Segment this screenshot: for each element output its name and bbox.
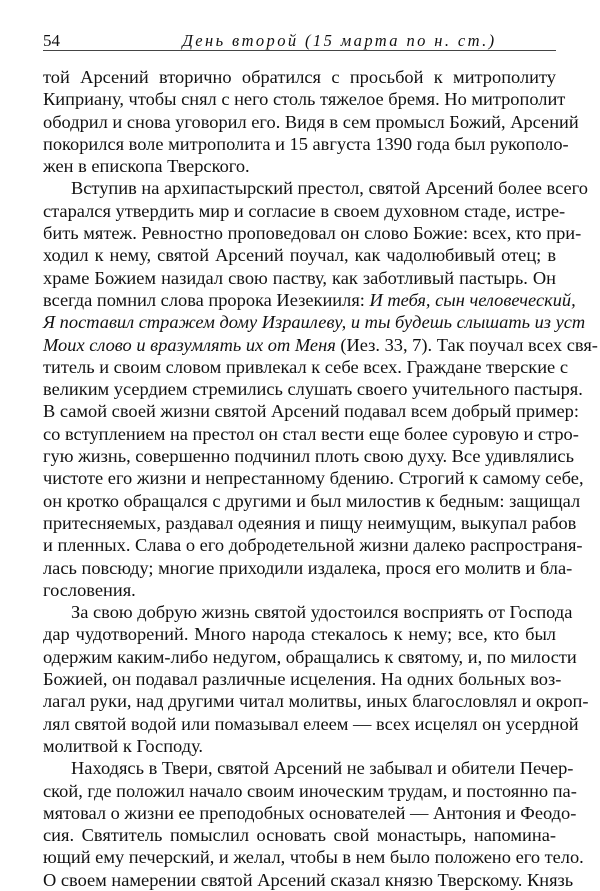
text-run: За свою добрую жизнь святой удостоился восприять от Господа <box>71 602 573 623</box>
text-line <box>43 177 588 199</box>
text-run: лась повсюду; многие приходили издалека, прося его молитв и бла- <box>43 557 573 578</box>
text-run: ющий ему печерский, и желал, чтобы в нем было положено его тело. <box>43 847 584 868</box>
text-run: Находясь в Твери, святой Арсений не забывал и обители Печер- <box>71 758 574 779</box>
text-line <box>43 445 574 467</box>
text-line <box>43 557 573 579</box>
text-run: покорился воле митрополита и 15 августа 1390 года был рукополо- <box>43 133 569 154</box>
text-line <box>43 467 584 489</box>
text-line <box>43 200 566 222</box>
text-run: гословения. <box>43 579 136 600</box>
text-line <box>43 757 574 779</box>
text-line <box>43 311 586 333</box>
text-run: мятовал о жизни ее преподобных основателей — Антония и Феодо- <box>43 802 577 823</box>
text-run: со вступлением на престол он стал вести еще более суровую и стро- <box>43 423 579 444</box>
text-run: храме Божием назидал свою паству, как заботливый пастырь. Он <box>43 267 556 288</box>
text-line <box>43 66 556 88</box>
text-line <box>43 869 574 891</box>
text-run: ской, где положил начало своим иноческим трудам, и постоянно па- <box>43 780 577 801</box>
text-line <box>43 356 568 378</box>
text-run: Вступив на архипастырский престол, святой Арсений более всего <box>71 178 588 199</box>
text-line <box>43 222 582 244</box>
text-line <box>43 690 589 712</box>
text-run: (Иез. 33, 7). Так поучал всех свя- <box>335 334 598 355</box>
body-text <box>43 66 598 891</box>
text-line <box>43 423 579 445</box>
text-line <box>43 155 556 177</box>
text-run: титель и своим словом привлекал к себе всех. Граждане тверские с <box>43 356 568 377</box>
text-run: Божией, он подавал различные исцеления. На одних больных воз- <box>43 669 562 690</box>
paragraph <box>43 757 584 891</box>
scripture-quote: И тебя, сын человеческий, <box>369 289 576 310</box>
text-line <box>43 490 581 512</box>
paragraph <box>43 177 598 601</box>
text-run: В самой своей жизни святой Арсений подавал всем добрый пример: <box>43 401 579 422</box>
text-run: всегда помнил слова пророка Иезекииля: <box>43 289 370 310</box>
text-run: лял святой водой или помазывал елеем — всех исцелял он усердной <box>43 713 579 734</box>
paragraph <box>43 66 579 177</box>
text-line <box>43 802 577 824</box>
text-run: старался утвердить мир и согласие в своем духовном стаде, истре- <box>43 200 566 221</box>
text-line <box>43 334 598 356</box>
text-line <box>43 713 579 735</box>
running-head-title: День второй (15 марта по н. ст.) <box>182 31 497 50</box>
text-run: молитвой к Господу. <box>43 735 204 756</box>
text-run: и пленных. Слава о его добродетельной жизни далеко распространя- <box>43 535 583 556</box>
text-line <box>43 623 556 645</box>
text-run: он кротко обращался с другими и был милостив к бедным: защищал <box>43 490 581 511</box>
scripture-quote: Моих слово и вразумлять их от Меня <box>43 334 336 355</box>
text-run: лагал руки, над другими читал молитвы, иных благословлял и окроп- <box>43 691 589 712</box>
text-line <box>43 579 556 601</box>
text-run: той Арсений вторично обратился с просьбой к митрополиту <box>43 67 556 87</box>
text-run: гую жизнь, совершенно подчинил плоть свою духу. Все удивлялись <box>43 446 574 467</box>
text-line <box>43 735 556 757</box>
text-line <box>43 88 566 110</box>
text-run: сия. Святитель помыслил основать свой монастырь, напомина- <box>43 825 556 846</box>
paragraph <box>43 601 589 757</box>
text-line <box>43 378 583 400</box>
scripture-quote: Я поставил стражем дому Израилеву, и ты будешь слышать из уст <box>43 312 586 333</box>
text-line <box>43 646 577 668</box>
text-run: дар чудотворений. Много народа стекалось к нему; все, кто был <box>43 624 556 645</box>
text-line <box>43 244 556 266</box>
text-line <box>43 289 576 311</box>
text-line <box>43 846 584 868</box>
text-line <box>43 133 569 155</box>
text-line <box>43 780 577 802</box>
text-run: ободрил и снова уговорил его. Видя в сем промысл Божий, Арсений <box>43 111 579 132</box>
text-line <box>43 668 562 690</box>
text-line <box>43 824 556 846</box>
text-run: чистоте его жизни и непрестанному бдению. Строгий к самому себе, <box>43 468 584 489</box>
text-line <box>43 601 573 623</box>
text-run: притесняемых, раздавал одеяния и пищу неимущим, выкупал рабов <box>43 512 577 533</box>
text-run: одержим каким-либо недугом, обращались к святому, и, по милости <box>43 646 577 667</box>
text-run: великим усердием стремились слушать своего учительного пастыря. <box>43 379 583 400</box>
text-run: Киприану, чтобы снял с него столь тяжелое бремя. Но митрополит <box>43 89 566 110</box>
text-run: О своем намерении святой Арсений сказал князю Тверскому. Князь <box>43 869 574 890</box>
text-line <box>43 111 579 133</box>
text-line <box>43 512 577 534</box>
running-head <box>43 30 556 51</box>
text-run: ходил к нему, святой Арсений поучал, как чадолюбивый отец; в <box>43 245 556 266</box>
text-run: жен в епископа Тверского. <box>43 156 250 177</box>
text-run: бить мятеж. Ревностно проповедовал он слово Божие: всех, кто при- <box>43 223 582 244</box>
text-line <box>43 400 579 422</box>
text-line <box>43 534 583 556</box>
text-line <box>43 267 556 289</box>
page-number: 54 <box>43 31 60 50</box>
